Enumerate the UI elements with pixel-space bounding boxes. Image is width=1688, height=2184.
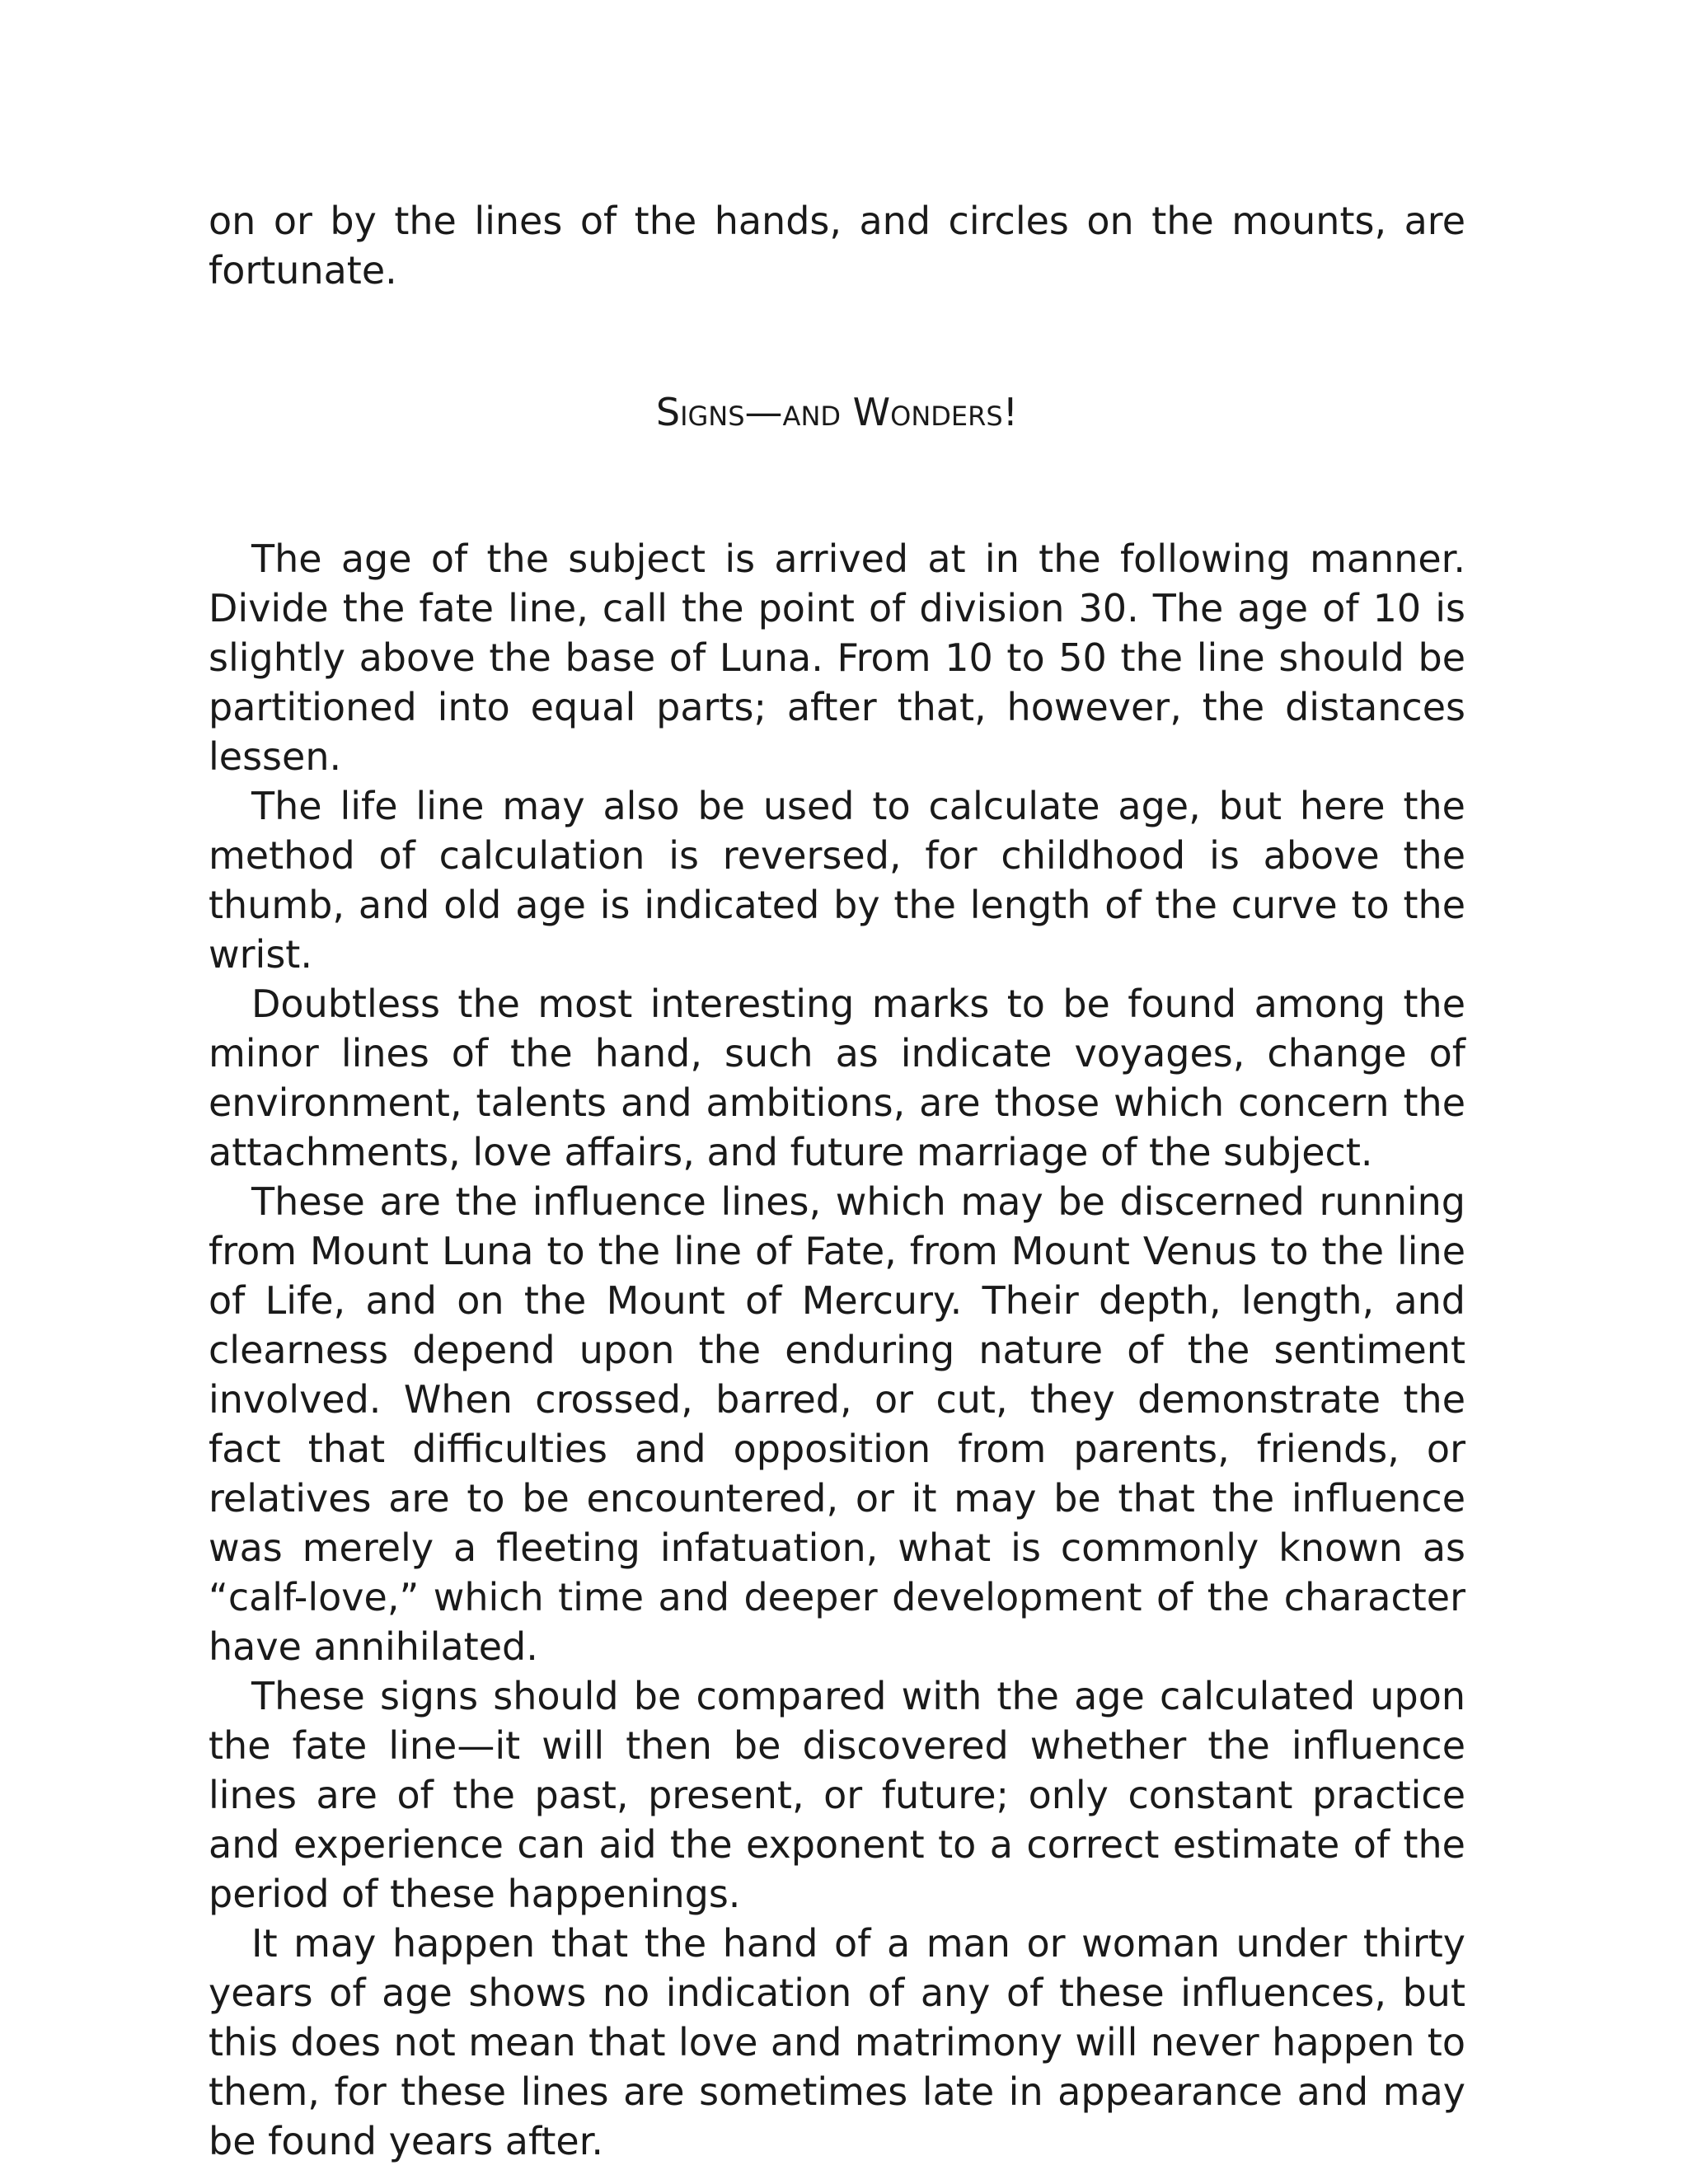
paragraph-late-appearance: It may happen that the hand of a man or woman under thirty years of age shows no indication of any of these influences, but this does not mean that love and matrimony will never happen to them, for these lines are sometimes late in appearance and may be found years after. [209,1921,1465,2163]
paragraph-interesting-marks: Doubtless the most interesting marks to be found among the minor lines of the hand, such as indicate voyages, change of environment, talents and ambitions, are those which concern the attachments, love affairs, and future marriage of the subject. [209,982,1465,1174]
page-body [209,196,1465,2166]
section-heading: Signs—and Wonders! [655,390,1019,434]
continued-paragraph: on or by the lines of the hands, and circles on the mounts, are fortunate. [209,199,1465,293]
paragraph-age-calculation: The age of the subject is arrived at in the following manner. Divide the fate line, call the point of division 30. The age of 10 is slightly above the base of Luna. From 10 to 50 the line should be partitioned into equal parts; after that, however, the distances lessen. [209,537,1465,779]
paragraph-life-line: The life line may also be used to calculate age, but here the method of calculation is reversed, for childhood is above the thumb, and old age is indicated by the length of the curve to the wrist. [209,784,1465,977]
paragraph-compare-signs: These signs should be compared with the age calculated upon the fate line—it will then be discovered whether the influence lines are of the past, present, or future; only constant practice and experience can aid the exponent to a correct estimate of the period of these happenings. [209,1674,1465,1916]
paragraph-influence-lines: These are the influence lines, which may be discerned running from Mount Luna to the line of Fate, from Mount Venus to the line of Life, and on the Mount of Mercury. Their depth, length, and clearness depend upon the enduring nature of the sentiment involved. When crossed, barred, or cut, they demonstrate the fact that difficulties and opposition from parents, friends, or relatives are to be encountered, or it may be that the influence was merely a fleeting infatuation, what is commonly known as “calf-love,” which time and deeper development of the character have annihilated. [209,1179,1465,1669]
